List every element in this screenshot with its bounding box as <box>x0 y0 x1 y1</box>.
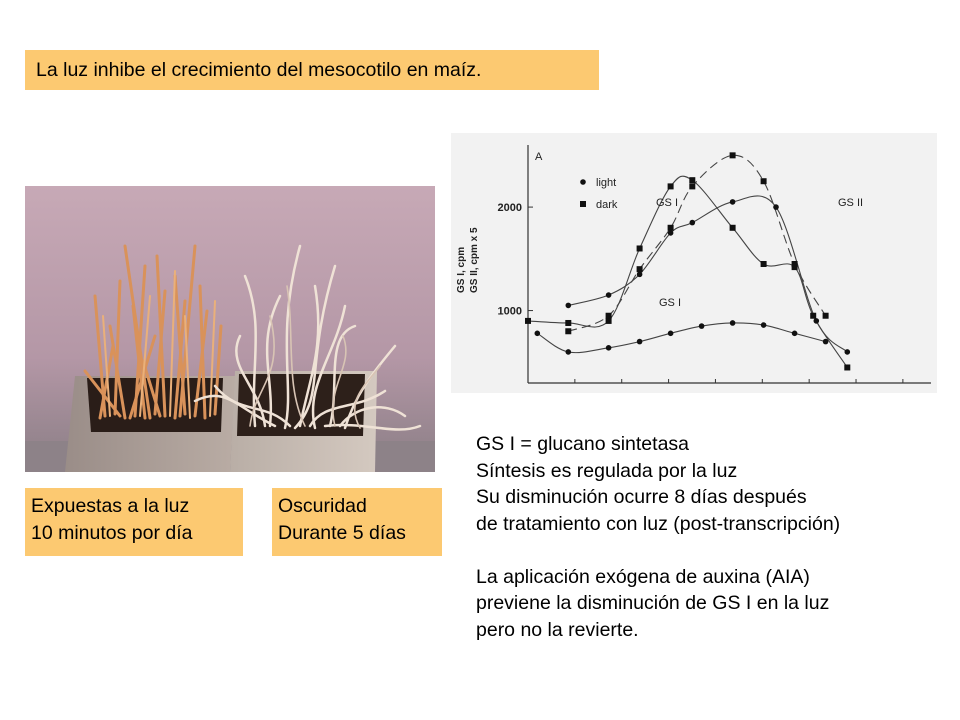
info-line-6: previene la disminución de GS I en la luz <box>476 592 830 614</box>
data-point <box>606 313 612 319</box>
data-point <box>606 345 612 351</box>
data-point <box>637 266 643 272</box>
data-point <box>606 292 612 298</box>
data-point <box>668 225 674 231</box>
data-point <box>761 178 767 184</box>
data-point <box>637 272 643 278</box>
data-point <box>668 331 674 337</box>
data-point <box>792 261 798 267</box>
info-line-7: pero no la revierte. <box>476 618 639 641</box>
data-point <box>668 230 674 236</box>
data-point <box>637 245 643 251</box>
info-line-1: GS I = glucano sintetasa <box>476 433 690 455</box>
data-point <box>689 177 695 183</box>
data-point <box>535 331 541 337</box>
data-point <box>730 320 736 326</box>
data-point <box>668 183 674 189</box>
data-point <box>810 313 816 319</box>
data-point <box>761 261 767 267</box>
data-point <box>637 339 643 345</box>
data-point <box>823 313 829 319</box>
data-point <box>792 331 798 337</box>
legend-marker <box>580 179 586 185</box>
chart-panel-label: A <box>535 151 543 163</box>
legend-label: dark <box>596 199 618 211</box>
data-point <box>525 318 531 324</box>
y-tick-label: 1000 <box>497 305 522 318</box>
dark-condition-label <box>272 488 442 556</box>
data-point <box>566 303 572 309</box>
data-point <box>606 318 612 324</box>
data-point <box>823 339 829 345</box>
curve-label: GS I <box>659 297 682 309</box>
chart-background <box>451 133 937 393</box>
dark-label-line1: Oscuridad <box>278 495 367 517</box>
data-point <box>845 349 851 355</box>
info-text-block <box>476 431 946 643</box>
data-point <box>844 364 850 370</box>
chart-ylabel-line2: GS II, cpm x 5 <box>469 227 480 293</box>
curve-label: GS I <box>656 197 679 209</box>
data-point <box>730 152 736 158</box>
light-label-line1: Expuestas a la luz <box>31 495 190 517</box>
info-line-3: Su disminución ocurre 8 días después <box>476 486 807 508</box>
info-line-5: La aplicación exógena de auxina (AIA) <box>476 565 810 588</box>
data-point <box>730 199 736 205</box>
legend-label: light <box>596 177 617 189</box>
data-point <box>565 320 571 326</box>
light-condition-label <box>25 488 243 556</box>
light-label-line2: 10 minutos por día <box>31 522 193 544</box>
data-point <box>690 220 696 226</box>
gs-activity-chart <box>451 133 937 393</box>
y-tick-label: 2000 <box>497 202 522 215</box>
curve-label: GS II <box>838 197 864 209</box>
data-point <box>699 323 705 329</box>
data-point <box>689 183 695 189</box>
data-point <box>814 318 820 324</box>
info-line-2: Síntesis es regulada por la luz <box>476 459 738 482</box>
info-spacer <box>476 537 946 564</box>
slide-title: La luz inhibe el crecimiento del mesocotilo en maíz. <box>25 50 599 90</box>
legend-marker <box>580 201 586 207</box>
data-point <box>773 204 779 210</box>
data-point <box>761 322 767 328</box>
data-point <box>730 225 736 231</box>
data-point <box>566 349 572 355</box>
chart-ylabel-line1: GS I, cpm <box>456 246 467 293</box>
seedling-trays-photo <box>25 186 435 472</box>
data-point <box>565 328 571 334</box>
info-line-4: de tratamiento con luz (post-transcripción) <box>476 512 841 535</box>
dark-label-line2: Durante 5 días <box>278 522 406 544</box>
